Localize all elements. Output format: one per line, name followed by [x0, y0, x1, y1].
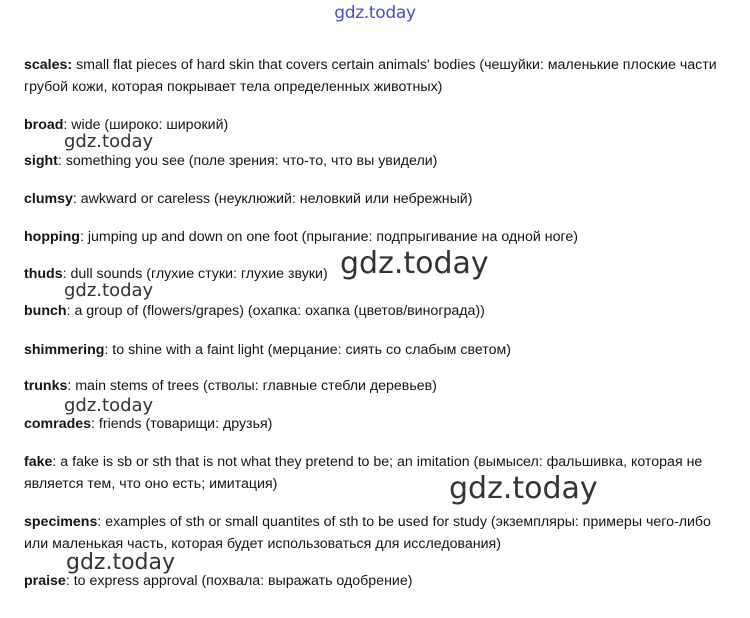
entry-term: shimmering [24, 342, 105, 358]
glossary-entry [24, 451, 724, 495]
entry-definition: : to shine with a faint light (мерцание: сиять со слабым светом) [104, 342, 511, 358]
entry-definition: : to express approval (похвала: выражать одобрение) [65, 573, 413, 589]
glossary-entry [24, 300, 724, 322]
watermark: gdz.today [340, 246, 489, 281]
glossary-entry [24, 188, 724, 210]
entry-term: trunks [24, 378, 68, 394]
watermark: gdz.today [66, 550, 176, 575]
entry-definition: : jumping up and down on one foot (прыгание: подпрыгивание на одной ноге) [79, 229, 578, 245]
watermark: gdz.today [64, 395, 154, 416]
entry-term: comrades [24, 416, 92, 432]
entry-term: thuds [24, 266, 63, 282]
entry-term: clumsy [24, 191, 73, 207]
entry-term: hopping [24, 229, 80, 245]
glossary-entry [24, 511, 724, 555]
entry-definition: : a group of (flowers/grapes) (охапка: охапка (цветов/винограда)) [66, 303, 485, 319]
entry-definition: : examples of sth or small quantites of sth to be used for study (экземпляры: примеры чего-либо или маленькая часть, которая будет использоваться для исследования) [24, 514, 711, 552]
entry-definition: : something you see (поле зрения: что-то, что вы увидели) [57, 153, 438, 169]
entry-term: specimens [24, 514, 98, 530]
glossary-entry [24, 226, 724, 248]
entry-term: fake [24, 454, 53, 470]
entry-term: bunch [24, 303, 67, 319]
entry-definition: small flat pieces of hard skin that covers certain animals' bodies (чешуйки: маленькие плоские части грубой кожи, которая покрывает тела определенных животных) [24, 57, 717, 95]
glossary-entry [24, 339, 724, 361]
entry-definition: : main stems of trees (стволы: главные стебли деревьев) [67, 378, 437, 394]
entry-definition: : friends (товарищи: друзья) [91, 416, 273, 432]
entry-term: praise [24, 573, 66, 589]
glossary-entry [24, 54, 724, 98]
entry-term: sight [24, 153, 58, 169]
entry-term: scales: [24, 57, 73, 73]
glossary-entry [24, 375, 724, 397]
entry-definition: : wide (широко: широкий) [63, 117, 229, 133]
entry-definition: : dull sounds (глухие стуки: глухие звуки) [62, 266, 328, 282]
glossary-entry [24, 150, 724, 172]
watermark: gdz.today [64, 131, 154, 152]
watermark: gdz.today [449, 471, 598, 506]
watermark-top: gdz.today [334, 3, 416, 23]
entry-term: broad [24, 117, 64, 133]
entry-definition: : awkward or careless (неуклюжий: неловкий или небрежный) [72, 191, 473, 207]
entry-definition: : a fake is sb or sth that is not what they pretend to be; an imitation (вымысел: фальшивка, которая не является тем, что оно есть; имитация) [24, 454, 703, 492]
watermark: gdz.today [64, 280, 154, 301]
glossary-entry [24, 413, 724, 435]
